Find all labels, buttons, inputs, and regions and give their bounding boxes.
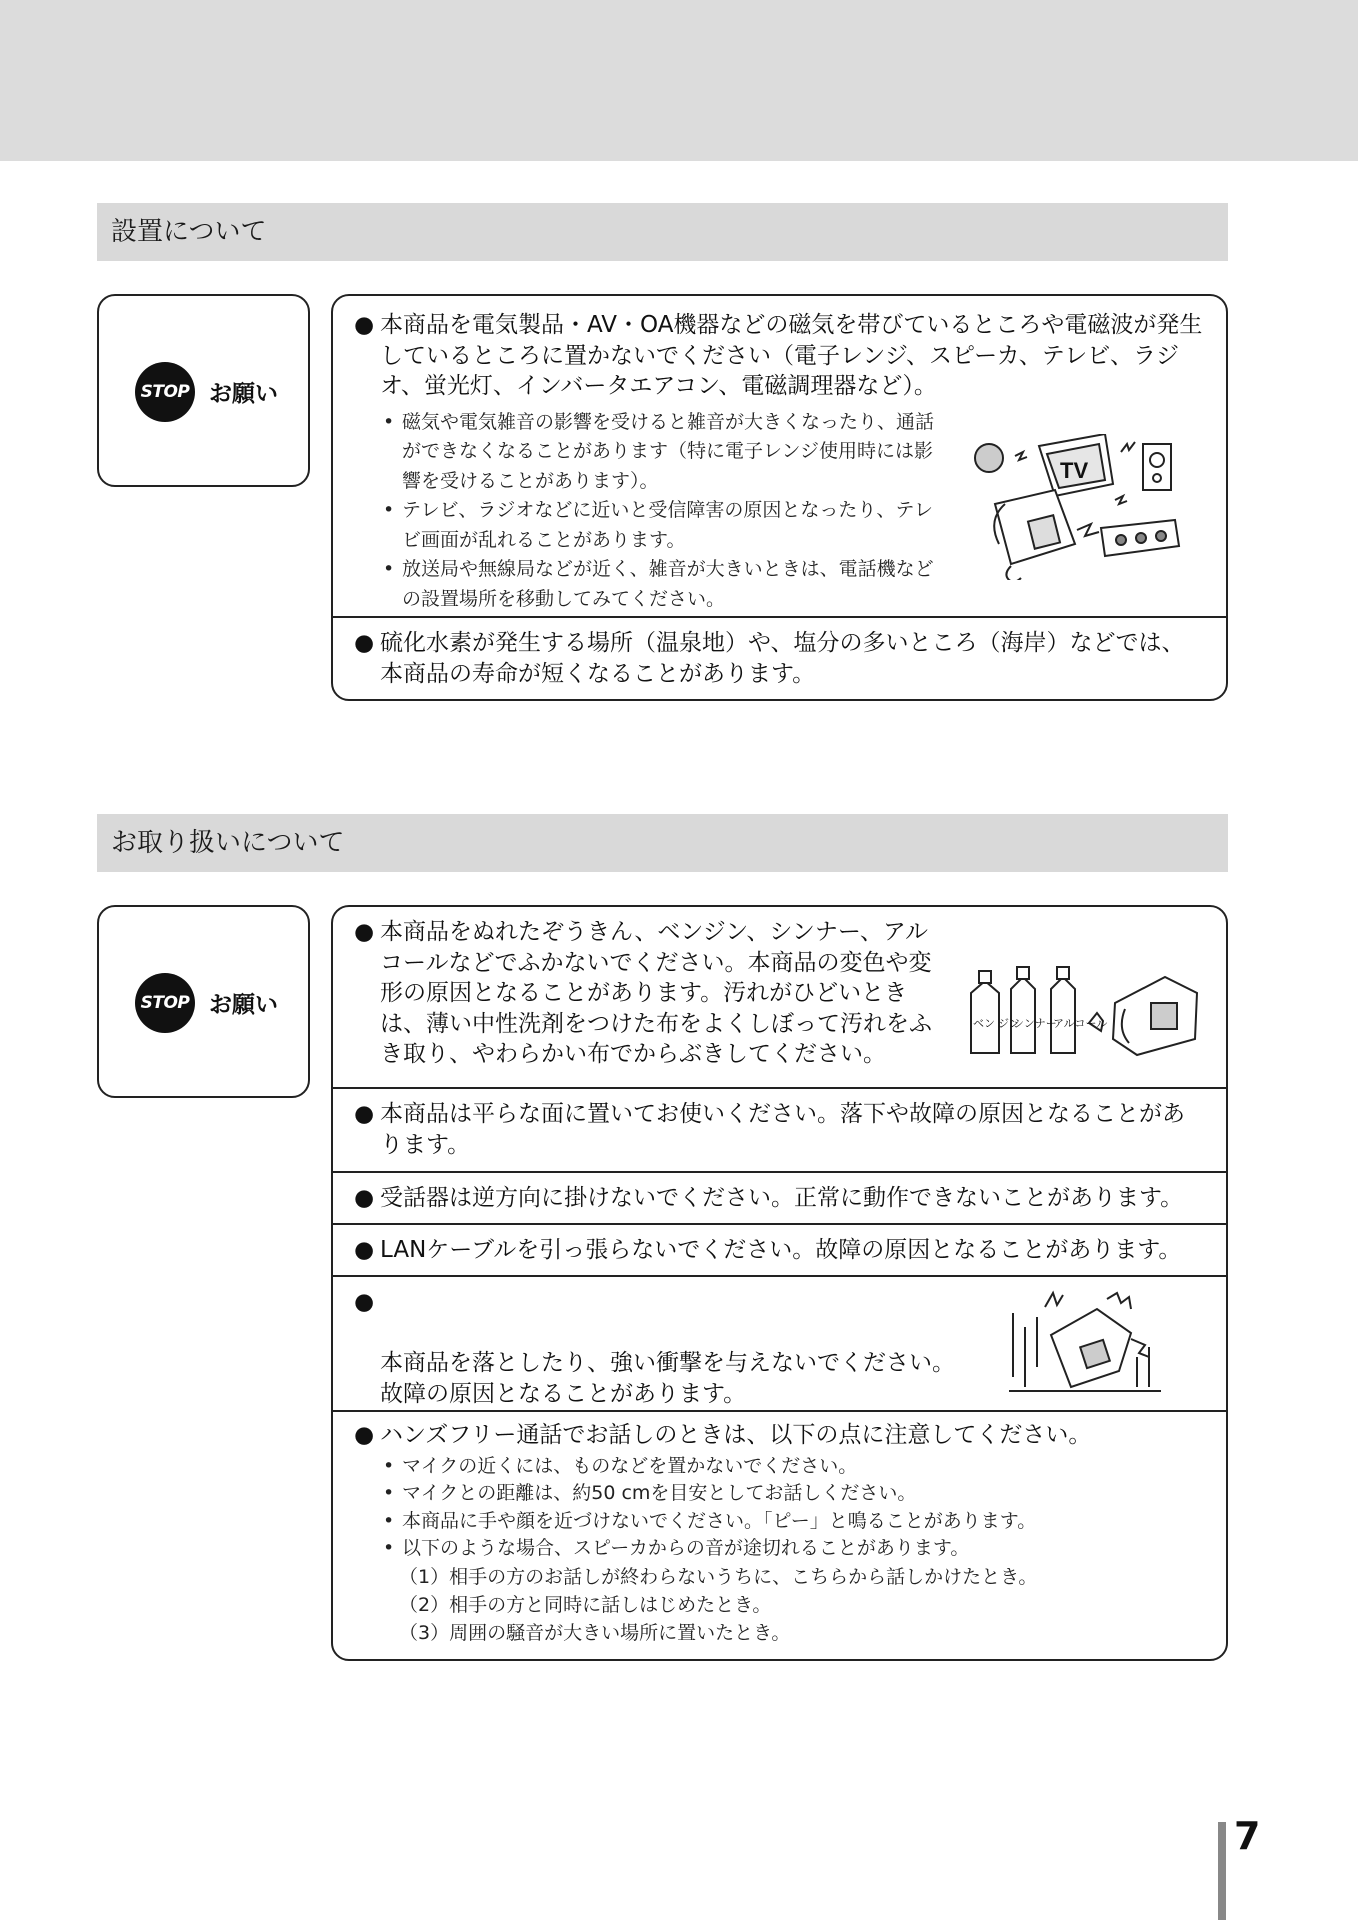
sub-note: • マイクの近くには、ものなどを置かないでください。 (333, 1453, 1226, 1481)
sub-note: • マイクとの距離は、約50 cmを目安としてお話しください。 (333, 1480, 1226, 1508)
caution-item (333, 1410, 1226, 1659)
enumerated-case: （1）相手の方のお話しが終わらないうちに、こちらから話しかけたとき。 (399, 1565, 1038, 1588)
falling-phone-illustration (1005, 1287, 1165, 1395)
svg-text:TV: TV (1060, 458, 1089, 483)
caution-text: LANケーブルを引っ張らないでください。故障の原因となることがあります。 (380, 1237, 1182, 1263)
phone-near-tv-speaker-illustration (965, 434, 1187, 580)
caution-text: 本商品を電気製品・AV・OA機器などの磁気を帯びているところや電磁波が発生しているところに置かないでください（電子レンジ、スピーカ、テレビ、ラジオ、蛍光灯、インバータエアコン、電磁調理器など）。 (380, 312, 1203, 399)
caution-item (333, 296, 1226, 616)
caution-item (333, 1275, 1226, 1410)
caution-text: ハンズフリー通話でお話しのときは、以下の点に注意してください。 (380, 1422, 1092, 1448)
caution-item (333, 616, 1226, 699)
stop-request-box (97, 905, 310, 1098)
caution-item (333, 1087, 1226, 1171)
bullet-icon: ● (354, 630, 375, 656)
svg-text:アルコール: アルコール (1053, 1018, 1108, 1030)
sub-note: • テレビ、ラジオなどに近いと受信障害の原因となったり、テレビ画面が乱れることがあります。 (333, 496, 943, 555)
bullet-icon: ● (354, 1237, 375, 1263)
enumerated-case: （3）周囲の騒音が大きい場所に置いたとき。 (399, 1621, 791, 1644)
page-number-bar (1218, 1822, 1226, 1920)
sub-note: • 放送局や無線局などが近く、雑音が大きいときは、電話機などの設置場所を移動してみてください。 (333, 555, 943, 614)
section-header-handling: お取り扱いについて (97, 814, 1228, 872)
bullet-icon: ● (354, 312, 375, 338)
stop-request-box (97, 294, 310, 487)
caution-text: 本商品を落としたり、強い衝撃を与えないでください。 故障の原因となることがあります。 (380, 1350, 955, 1407)
stop-icon: STOP (135, 362, 195, 422)
sub-note: • 本商品に手や顔を近づけないでください。「ピー」と鳴ることがあります。 (333, 1508, 1226, 1536)
page-number: 7 (1234, 1814, 1261, 1858)
handling-content-box (331, 905, 1228, 1661)
caution-text: 本商品は平らな面に置いてお使いください。落下や故障の原因となることがあります。 (380, 1101, 1185, 1158)
request-label: お願い (209, 992, 278, 1018)
svg-text:ベン ジン: ベン ジン (973, 1018, 1020, 1030)
sub-note: • 以下のような場合、スピーカからの音が途切れることがあります。 (333, 1535, 1226, 1563)
installation-content-box (331, 294, 1228, 701)
caution-item (333, 1223, 1226, 1275)
bullet-icon: ● (354, 1185, 375, 1211)
stop-icon: STOP (135, 973, 195, 1033)
bullet-icon: ● (354, 1422, 375, 1448)
sub-note-list (333, 408, 943, 615)
caution-item (333, 1171, 1226, 1223)
solvent-bottles-and-phone-illustration (965, 963, 1205, 1059)
caution-text: 本商品をぬれたぞうきん、ベンジン、シンナー、アルコールなどでふかないでください。本商品の変色や変形の原因となることがあります。汚れがひどいときは、薄い中性洗剤をつけた布をよくしぼって汚れをふき取り、やわらかい布でからぶきしてください。 (380, 919, 932, 1067)
svg-text:シンナー: シンナー (1013, 1018, 1057, 1030)
bullet-icon: ● (354, 919, 375, 945)
caution-text: 硫化水素が発生する場所（温泉地）や、塩分の多いところ（海岸）などでは、本商品の寿命が短くなることがあります。 (380, 630, 1185, 687)
enumerated-case: （2）相手の方と同時に話しはじめたとき。 (399, 1593, 772, 1616)
sub-note-list (333, 1453, 1226, 1563)
bullet-icon: ● (354, 1101, 375, 1127)
bullet-icon: ● (354, 1289, 375, 1315)
sub-note: • 磁気や電気雑音の影響を受けると雑音が大きくなったり、通話ができなくなることがあります（特に電子レンジ使用時には影響を受けることがあります）。 (333, 408, 943, 497)
section-header-installation: 設置について (97, 203, 1228, 261)
caution-item (333, 907, 1226, 1087)
top-gray-band (0, 0, 1358, 161)
request-label: お願い (209, 381, 278, 407)
caution-text: 受話器は逆方向に掛けないでください。正常に動作できないことがあります。 (380, 1185, 1184, 1211)
